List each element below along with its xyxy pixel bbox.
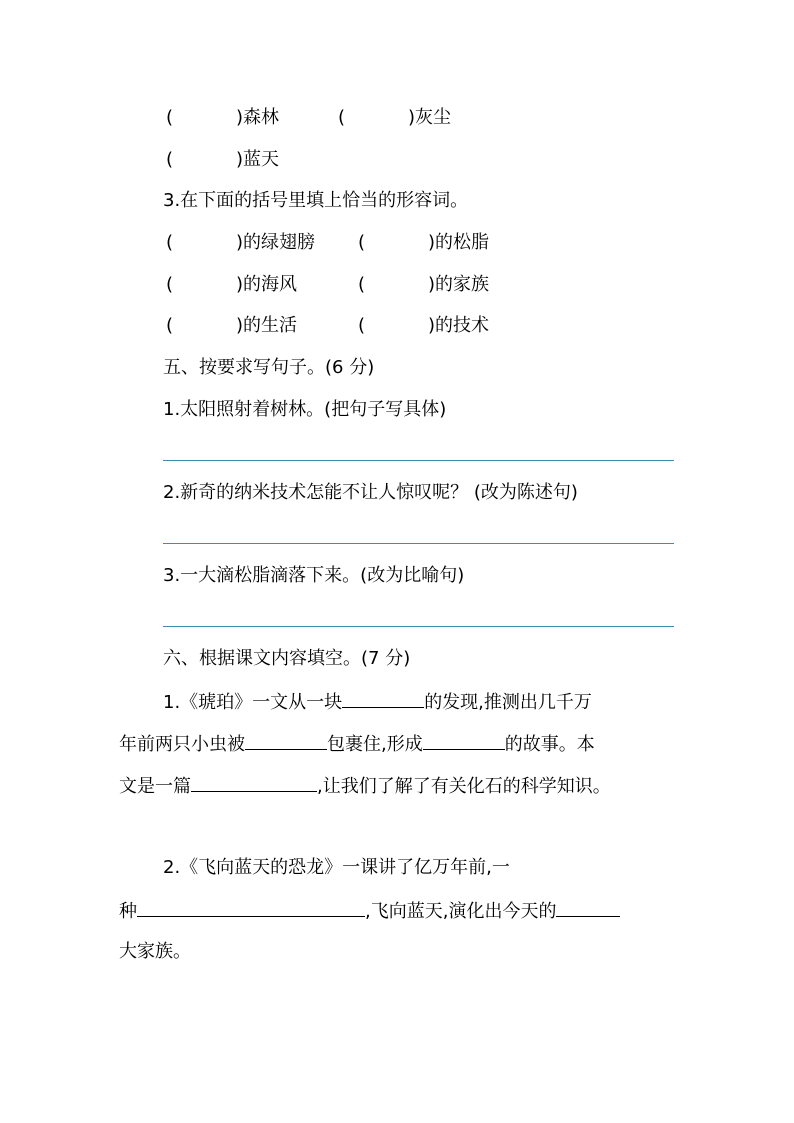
amber-text: 文是一篇 [119, 776, 191, 797]
dust-label: )灰尘 [408, 107, 452, 128]
dinosaur-paragraph-line-1: 2.《飞向蓝天的恐龙》一课讲了亿万年前,一 [163, 857, 510, 878]
open-paren: ( [166, 232, 174, 253]
forest-label: )森林 [236, 107, 280, 128]
sentence-item-1: 1.太阳照射着树林。(把句子写具体) [163, 399, 447, 420]
amber-text: 的发现,推测出几千万 [424, 692, 592, 713]
amber-text: ,让我们了解了有关化石的科学知识。 [317, 776, 611, 797]
sea-wind-label: )的海风 [236, 274, 298, 295]
life-label: )的生活 [236, 315, 298, 336]
open-paren: ( [166, 149, 174, 170]
technology-label: )的技术 [428, 315, 490, 336]
blank-2[interactable] [245, 731, 327, 750]
open-paren: ( [338, 107, 346, 128]
adjective-row-3 [0, 314, 794, 338]
green-wings-label: )的绿翅膀 [236, 232, 316, 253]
section-5-heading: 五、按要求写句子。(6 分) [163, 357, 375, 378]
blank-5[interactable] [137, 898, 365, 917]
answer-line-1[interactable] [163, 460, 674, 461]
amber-text: 1.《琥珀》一文从一块 [163, 692, 343, 713]
blank-3[interactable] [423, 731, 505, 750]
amber-paragraph-line-2 [119, 731, 595, 755]
answer-line-3[interactable] [163, 626, 674, 627]
open-paren: ( [166, 274, 174, 295]
question-3-title: 3.在下面的括号里填上恰当的形容词。 [163, 190, 469, 211]
fill-row-forest-dust [0, 106, 794, 130]
blank-6[interactable] [556, 898, 620, 917]
dinosaur-paragraph-line-2 [119, 898, 620, 922]
dinosaur-text: 种 [119, 901, 137, 922]
amber-text: 年前两只小虫被 [119, 734, 245, 755]
open-paren: ( [166, 315, 174, 336]
sentence-item-3: 3.一大滴松脂滴落下来。(改为比喻句) [163, 565, 465, 586]
amber-text: 的故事。本 [504, 734, 595, 755]
section-6-heading: 六、根据课文内容填空。(7 分) [163, 648, 411, 669]
blank-4[interactable] [191, 773, 317, 792]
adjective-row-2 [0, 273, 794, 297]
dinosaur-text: ,飞向蓝天,演化出今天的 [365, 901, 557, 922]
open-paren: ( [358, 232, 366, 253]
open-paren: ( [358, 274, 366, 295]
sky-label: )蓝天 [236, 149, 280, 170]
sentence-item-2: 2.新奇的纳米技术怎能不让人惊叹呢？ (改为陈述句) [163, 482, 578, 503]
answer-line-2[interactable] [163, 543, 674, 544]
dinosaur-paragraph-line-3: 大家族。 [119, 941, 191, 962]
blank-1[interactable] [342, 689, 424, 708]
amber-text: 包裹住,形成 [327, 734, 423, 755]
open-paren: ( [166, 107, 174, 128]
resin-label: )的松脂 [428, 232, 490, 253]
amber-paragraph-line-3 [119, 773, 611, 797]
open-paren: ( [358, 315, 366, 336]
fill-row-sky [0, 148, 794, 172]
adjective-row-1 [0, 231, 794, 255]
amber-paragraph-line-1 [163, 689, 592, 713]
family-label: )的家族 [428, 274, 490, 295]
